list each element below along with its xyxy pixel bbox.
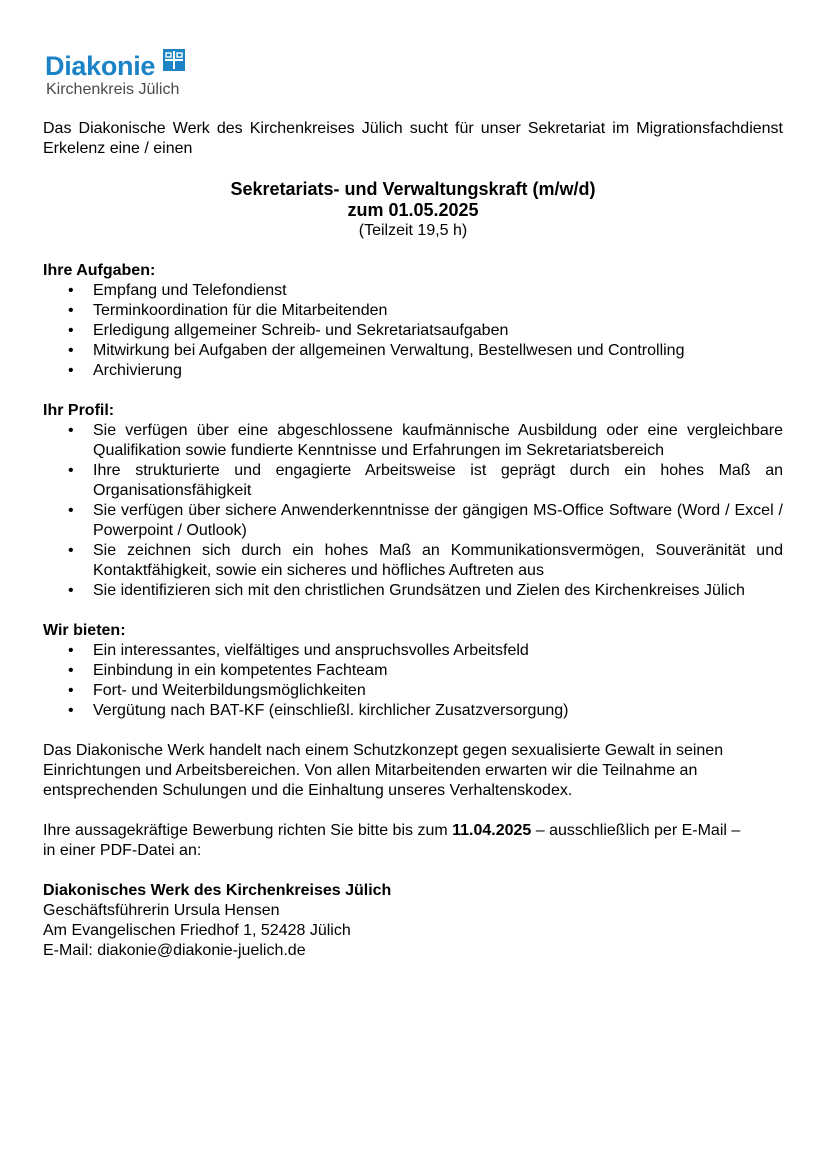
contact-organization: Diakonisches Werk des Kirchenkreises Jülich <box>43 882 392 899</box>
diakonie-cross-icon <box>163 49 185 77</box>
application-line <box>43 821 783 841</box>
list-item: • Ihre strukturierte und engagierte Arbeitsweise ist geprägt durch ein hohes Maß an Organisationsfähigkeit <box>43 461 783 501</box>
protection-line: Einrichtungen und Arbeitsbereichen. Von allen Mitarbeitenden erwarten wir die Teilnahme an <box>43 762 698 779</box>
application-deadline: 11.04.2025 <box>452 822 532 839</box>
list-item: • Erledigung allgemeiner Schreib- und Sekretariatsaufgaben <box>43 321 783 341</box>
application-line: in einer PDF-Datei an: <box>43 842 202 859</box>
list-item: • Ein interessantes, vielfältiges und anspruchsvolles Arbeitsfeld <box>43 641 783 661</box>
offer-list <box>43 641 783 721</box>
list-item: • Archivierung <box>43 361 783 381</box>
protection-paragraph <box>43 741 783 801</box>
offer-heading: Wir bieten: <box>43 622 126 639</box>
tasks-heading: Ihre Aufgaben: <box>43 262 156 279</box>
list-item: • Sie verfügen über sichere Anwenderkenntnisse der gängigen MS-Office Software (Word / Excel / Powerpoint / Outlook) <box>43 501 783 541</box>
list-item: • Fort- und Weiterbildungsmöglichkeiten <box>43 681 783 701</box>
list-item: • Sie verfügen über eine abgeschlossene kaufmännische Ausbildung oder eine vergleichbare Qualifikation sowie fundierte Kenntnisse und Erfahrungen im Sekretariatsbereich <box>43 421 783 461</box>
list-item: • Sie identifizieren sich mit den christlichen Grundsätzen und Zielen des Kirchenkreises Jülich <box>43 581 783 601</box>
protection-line: Das Diakonische Werk handelt nach einem Schutzkonzept gegen sexualisierte Gewalt in seinen <box>43 742 724 759</box>
profile-heading: Ihr Profil: <box>43 402 115 419</box>
intro-text: Das Diakonische Werk des Kirchenkreises Jülich sucht für unser Sekretariat im Migrationsfachdienst Erkelenz eine / einen <box>43 120 783 157</box>
diakonie-logo <box>45 51 185 99</box>
list-item: • Empfang und Telefondienst <box>43 281 783 301</box>
contact-person: Geschäftsführerin Ursula Hensen <box>43 902 280 919</box>
application-prefix: Ihre aussagekräftige Bewerbung richten Sie bitte bis zum <box>43 822 453 839</box>
contact-address: Am Evangelischen Friedhof 1, 52428 Jülich <box>43 922 351 939</box>
list-item: • Terminkoordination für die Mitarbeitenden <box>43 301 783 321</box>
job-title: Sekretariats- und Verwaltungskraft (m/w/d) <box>230 179 596 199</box>
logo-wordmark: Diakonie <box>45 51 156 81</box>
profile-list <box>43 421 783 601</box>
protection-line: entsprechenden Schulungen und die Einhaltung unseres Verhaltenskodex. <box>43 782 573 799</box>
list-item: • Vergütung nach BAT-KF (einschließl. kirchlicher Zusatzversorgung) <box>43 701 783 721</box>
title-block <box>43 179 783 241</box>
contact-block <box>43 881 783 961</box>
tasks-list <box>43 281 783 381</box>
contact-email: E-Mail: diakonie@diakonie-juelich.de <box>43 942 306 959</box>
application-paragraph <box>43 821 783 861</box>
job-hours: (Teilzeit 19,5 h) <box>358 222 468 239</box>
list-item: • Einbindung in ein kompetentes Fachteam <box>43 661 783 681</box>
logo-subline: Kirchenkreis Jülich <box>46 81 180 98</box>
list-item: • Mitwirkung bei Aufgaben der allgemeinen Verwaltung, Bestellwesen und Controlling <box>43 341 783 361</box>
application-suffix: – ausschließlich per E-Mail – <box>531 822 741 839</box>
job-posting <box>43 119 783 961</box>
job-start-date: zum 01.05.2025 <box>347 200 479 220</box>
list-item: • Sie zeichnen sich durch ein hohes Maß an Kommunikationsvermögen, Souveränität und Kontaktfähigkeit, sowie ein sicheres und höfliches Auftreten aus <box>43 541 783 581</box>
